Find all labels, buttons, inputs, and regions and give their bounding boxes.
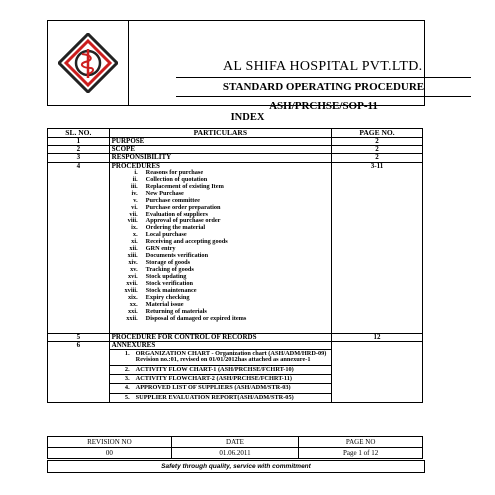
logo-cell	[48, 21, 129, 105]
annexures-list	[110, 350, 331, 402]
procedures-list	[112, 170, 329, 333]
row-page: 3-11	[332, 162, 423, 333]
procedure-number: vi.	[131, 203, 138, 211]
procedure-text: Receiving and accepting goods	[145, 238, 228, 246]
row-page: 2	[332, 138, 423, 146]
annexure-number: 4.	[124, 384, 130, 392]
procedure-number: xiv.	[128, 259, 138, 267]
procedure-item	[112, 184, 329, 191]
procedure-text: Disposal of damaged or expired items	[145, 314, 247, 322]
annexure-item	[110, 384, 331, 393]
procedure-number: xxii.	[126, 314, 138, 322]
row-title: PURPOSE	[109, 138, 331, 146]
procedure-item	[112, 267, 329, 274]
row-sl: 1	[48, 138, 110, 146]
procedure-item	[112, 205, 329, 212]
annexure-item	[110, 375, 331, 384]
procedure-item	[112, 295, 329, 302]
procedure-number: xvii.	[126, 280, 138, 288]
procedure-item	[112, 253, 329, 260]
procedure-item	[112, 225, 329, 232]
procedure-item	[112, 170, 329, 177]
annexure-item	[110, 350, 331, 366]
procedure-text: Replacement of existing Item	[145, 182, 224, 190]
procedure-item	[112, 302, 329, 309]
annexure-text: ACTIVITY FLOW CHART-1 (ASH/PRCHSE/FCHRT-10)	[135, 365, 294, 373]
procedure-number: xviii.	[124, 287, 138, 295]
row-title: PROCEDURES	[111, 161, 160, 170]
row-sl: 5	[48, 333, 110, 341]
procedure-item	[112, 316, 329, 323]
procedure-number: iv.	[131, 189, 138, 197]
table-row	[48, 333, 423, 341]
index-title: INDEX	[230, 112, 265, 123]
row-title: ANNEXURES	[110, 342, 331, 350]
revision-label: REVISION NO	[48, 437, 172, 448]
col-header-page-no: PAGE NO.	[332, 129, 423, 138]
row-sl: 6	[48, 341, 110, 402]
table-header-row	[48, 129, 423, 138]
procedure-text: Material issue	[145, 300, 184, 308]
annexure-text: ACTIVITY FLOWCHART-2 (ASH/PRCHSE/FCHRT-11)	[135, 375, 292, 383]
procedure-item	[112, 212, 329, 219]
procedure-number: xv.	[130, 266, 138, 274]
procedure-text: Stock updating	[145, 273, 187, 281]
procedure-text: Reasons for purchase	[145, 168, 204, 176]
procedure-text: Returning of materials	[145, 307, 207, 315]
motto: Safety through quality, service with commitment	[47, 460, 425, 473]
procedure-text: Storage of goods	[145, 259, 191, 267]
revision-footer	[47, 436, 423, 459]
annexure-item	[110, 394, 331, 402]
procedure-number: xix.	[128, 293, 138, 301]
row-title: PROCEDURE FOR CONTROL OF RECORDS	[109, 333, 331, 341]
annexure-text: ORGANIZATION CHART - Organization chart (ASH/ADM/HRD-09) Revision no.:01, revised on 01/01/2012has attached as annexure-1	[135, 350, 327, 364]
procedure-text: Evaluation of suppliers	[145, 210, 208, 218]
table-row	[48, 146, 423, 154]
procedure-item	[112, 239, 329, 246]
procedure-text: Stock verification	[145, 280, 194, 288]
revision-value: 00	[48, 448, 172, 459]
row-page: 12	[332, 333, 423, 341]
procedure-number: xii.	[129, 245, 138, 253]
procedure-item	[112, 246, 329, 253]
procedure-number: x.	[132, 231, 138, 239]
annexure-number: 3.	[124, 375, 130, 383]
row-page: 2	[332, 146, 423, 154]
hospital-name: AL SHIFA HOSPITAL PVT.LTD.	[223, 59, 423, 74]
procedure-item	[112, 260, 329, 267]
procedure-number: vii.	[129, 210, 138, 218]
table-row	[48, 341, 423, 402]
procedure-number: v.	[133, 196, 138, 204]
annexure-number: 2.	[124, 365, 130, 373]
procedure-text: Purchase order preparation	[145, 203, 221, 211]
date-value: 01.06.2011	[171, 448, 299, 459]
procedure-number: ii.	[132, 175, 138, 183]
procedure-number: xiii.	[127, 252, 138, 260]
col-header-sl-no: SL. NO.	[48, 129, 110, 138]
table-row	[48, 154, 423, 162]
annexure-number: 5.	[124, 393, 130, 401]
row-page	[332, 341, 423, 402]
table-row	[48, 138, 423, 146]
procedure-text: Tracking of goods	[145, 266, 194, 274]
procedure-text: New Purchase	[145, 189, 184, 197]
procedure-item	[112, 218, 329, 225]
sop-code: ASH/PRCHSE/SOP-11	[269, 100, 378, 112]
procedure-number: ix.	[131, 224, 138, 232]
procedure-text: Collection of quotation	[145, 175, 208, 183]
date-label: DATE	[171, 437, 299, 448]
page-value: Page 1 of 12	[299, 448, 423, 459]
row-sl: 4	[48, 162, 110, 333]
annexure-text: SUPPLIER EVALUATION REPORT(ASH/ADM/STR-05)	[135, 393, 294, 401]
row-sl: 3	[48, 154, 110, 162]
procedure-text: Ordering the material	[145, 224, 206, 232]
hospital-logo-icon	[58, 33, 118, 93]
annexure-text: APPROVED LIST OF SUPPLIERS (ASH/ADM/STR-03)	[135, 384, 291, 392]
row-title: RESPONSIBILITY	[109, 154, 331, 162]
row-page: 2	[332, 154, 423, 162]
annexure-item	[110, 366, 331, 375]
procedure-text: Local purchase	[145, 231, 187, 239]
annexure-number: 1.	[124, 350, 130, 358]
page-label: PAGE NO	[299, 437, 423, 448]
procedure-item	[112, 274, 329, 281]
col-header-particulars: PARTICULARS	[109, 129, 331, 138]
procedure-item	[112, 288, 329, 295]
procedure-number: xvi.	[128, 273, 138, 281]
index-table	[47, 128, 423, 403]
sop-title: STANDARD OPERATING PROCEDURE	[176, 77, 471, 97]
procedure-number: iii.	[130, 182, 138, 190]
procedure-text: Expiry checking	[145, 293, 190, 301]
procedure-text: Stock maintenance	[145, 287, 197, 295]
procedure-text: Purchase committee	[145, 196, 200, 204]
procedure-text: Documents verification	[145, 252, 209, 260]
procedures-cell	[109, 162, 331, 333]
procedure-number: xxi.	[128, 307, 138, 315]
procedure-number: i.	[134, 168, 138, 176]
procedure-text: Approval of purchase order	[145, 217, 221, 225]
row-title: SCOPE	[109, 146, 331, 154]
procedure-text: GRN entry	[145, 245, 176, 253]
annexures-cell	[109, 341, 331, 402]
procedure-number: xi.	[131, 238, 138, 246]
footer-label-row	[48, 437, 423, 448]
table-row	[48, 162, 423, 333]
procedure-item	[112, 281, 329, 288]
row-sl: 2	[48, 146, 110, 154]
procedure-item	[112, 191, 329, 198]
procedure-number: xx.	[129, 300, 138, 308]
document-header	[47, 20, 425, 112]
procedure-number: viii.	[127, 217, 138, 225]
footer-value-row	[48, 448, 423, 459]
